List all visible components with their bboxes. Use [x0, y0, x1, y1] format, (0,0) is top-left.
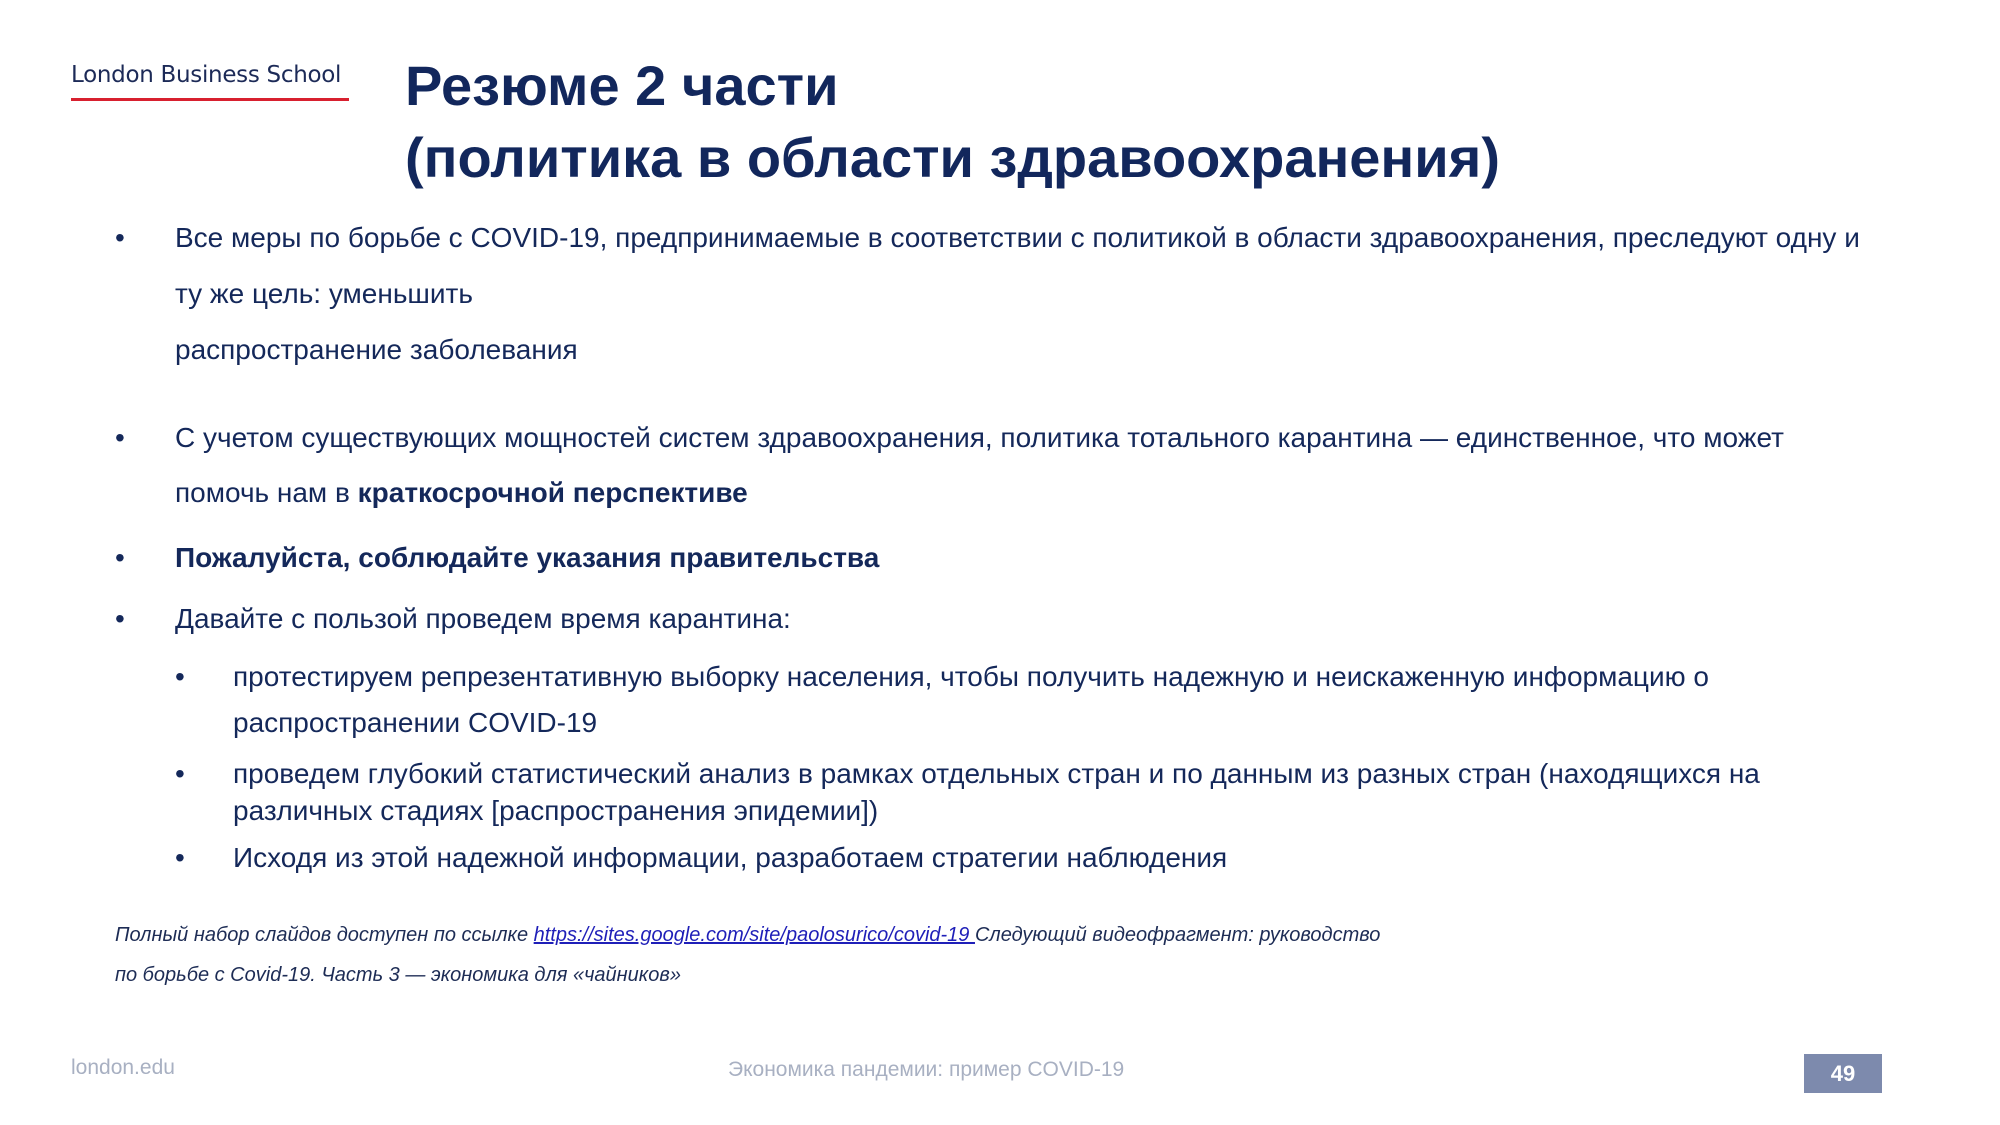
- slide-title: [405, 50, 1500, 194]
- bullet-text: [175, 477, 748, 509]
- bullet-dot: •: [175, 758, 185, 789]
- sub-bullet-text: распространении COVID-19: [233, 707, 598, 738]
- bullet-text: распространение заболевания: [175, 334, 578, 365]
- sub-bullet-text: протестируем репрезентативную выборку населения, чтобы получить надежную и неискаженную информацию о: [233, 661, 1709, 692]
- slides-link[interactable]: https://sites.google.com/site/paolosurico/covid-19: [533, 924, 975, 946]
- footnote-line-2: по борьбе с Covid-19. Часть 3 — экономика для «чайников»: [115, 964, 681, 986]
- bullet-text: Все меры по борьбе с COVID-19, предпринимаемые в соответствии с политикой в области здравоохранения, преследуют одну и: [175, 222, 1860, 253]
- bullet-dot: •: [115, 222, 125, 253]
- bullet-text-emphasis: краткосрочной перспективе: [357, 477, 748, 508]
- bullet-dot: •: [115, 603, 125, 634]
- footer-course-title: Экономика пандемии: пример COVID-19: [728, 1058, 1125, 1081]
- bullet-text-plain: помочь нам в: [175, 477, 358, 508]
- logo-underline: [71, 98, 349, 101]
- logo-text: London Business School: [71, 62, 342, 88]
- bullet-text: Давайте с пользой проведем время карантина:: [175, 603, 791, 634]
- bullet-dot: •: [175, 842, 185, 873]
- sub-bullet-text: проведем глубокий статистический анализ в рамках отдельных стран и по данным из разных стран (находящихся на: [233, 758, 1760, 789]
- bullet-text: ту же цель: уменьшить: [175, 278, 473, 309]
- title-line-2: (политика в области здравоохранения): [405, 126, 1501, 189]
- bullet-dot: •: [115, 542, 125, 573]
- title-line-1: Резюме 2 части: [405, 54, 839, 117]
- footnote-line-1: [115, 924, 1380, 947]
- bullet-dot: •: [175, 661, 185, 692]
- bullet-dot: •: [115, 422, 125, 453]
- footnote-prefix: Полный набор слайдов доступен по ссылке: [115, 924, 534, 946]
- footnote-suffix: Следующий видеофрагмент: руководство: [974, 924, 1381, 946]
- page-number-badge: 49: [1804, 1054, 1882, 1093]
- footer-site: london.edu: [71, 1056, 175, 1079]
- sub-bullet-text: различных стадиях [распространения эпидемии]): [233, 795, 879, 826]
- bullet-text-emphasis: Пожалуйста, соблюдайте указания правительства: [175, 542, 880, 573]
- sub-bullet-text: Исходя из этой надежной информации, разработаем стратегии наблюдения: [233, 842, 1228, 873]
- school-logo: [71, 62, 351, 101]
- bullet-text: С учетом существующих мощностей систем здравоохранения, политика тотального карантина — единственное, что может: [175, 422, 1784, 453]
